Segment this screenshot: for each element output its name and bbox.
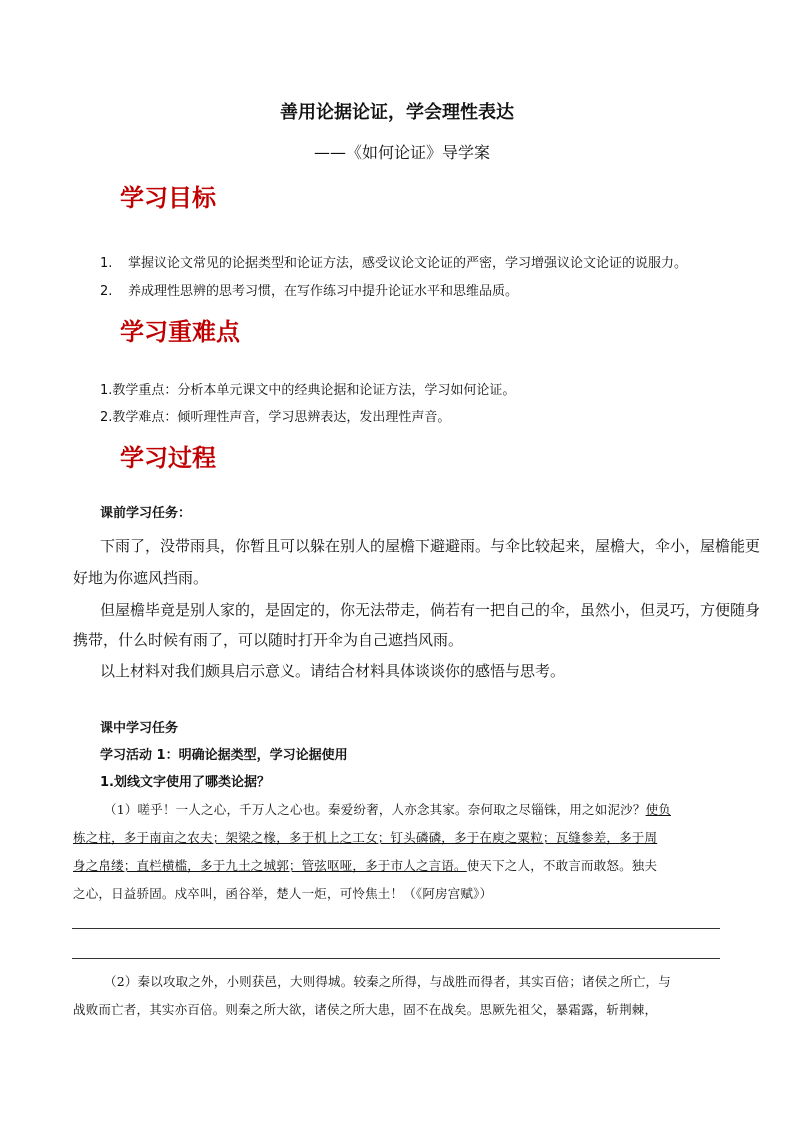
section-heading-process: 学习过程	[120, 444, 216, 472]
material-line: 携带，什么时候有雨了，可以随时打开伞为自己遮挡风雨。	[73, 631, 464, 649]
objective-text: 掌握议论文常见的论据类型和论证方法，感受议论文论证的严密，学习增强议论文论证的说服力。	[128, 256, 688, 271]
key-point-item: 1.教学重点：分析本单元课文中的经典论据和论证方法，学习如何论证。	[100, 383, 516, 398]
excerpt-line: （2）秦以攻取之外，小则获邑，大则得城。较秦之所得，与战胜而得者，其实百倍；诸侯之所亡，与	[104, 974, 671, 989]
objective-item	[100, 252, 687, 271]
objective-number: 1.	[100, 256, 113, 271]
excerpt-line	[73, 856, 657, 874]
excerpt-line: 战败而亡者，其实亦百倍。则秦之所大欲，诸侯之所大患，固不在战矣。思厥先祖父，暴霜露，斩荆棘，	[73, 1002, 658, 1017]
key-point-item: 2.教学难点：倾听理性声音，学习思辨表达，发出理性声音。	[100, 410, 451, 425]
material-line: 以上材料对我们颇具启示意义。请结合材料具体谈谈你的感悟与思考。	[100, 662, 566, 680]
section-heading-objectives: 学习目标	[120, 184, 216, 212]
excerpt-line: 之心，日益骄固。戍卒叫，函谷举，楚人一炬，可怜焦土！（《阿房宫赋》）	[73, 886, 493, 901]
excerpt-line	[104, 800, 671, 818]
question-text: 1.划线文字使用了哪类论据？	[100, 775, 270, 790]
in-class-task-label: 课中学习任务	[100, 721, 179, 736]
pre-task-label: 课前学习任务：	[100, 506, 192, 521]
objective-text: 养成理性思辨的思考习惯，在写作练习中提升论证水平和思维品质。	[128, 284, 519, 299]
material-line: 下雨了，没带雨具，你暂且可以躲在别人的屋檐下避避雨。与伞比较起来，屋檐大，伞小，屋檐能更	[100, 537, 761, 555]
excerpt-text: （1）嗟乎！一人之心，千万人之心也。秦爱纷奢，人亦念其家。奈何取之尽锱铢，用之如泥沙？	[104, 802, 646, 817]
divider-line	[72, 958, 720, 959]
underlined-text: 身之帛缕；直栏横槛，多于九土之城郭；管弦呕哑，多于市人之言语。	[73, 858, 467, 873]
activity-heading: 学习活动 1：明确论据类型，学习论据使用	[100, 748, 348, 763]
underlined-text: 栋之柱，多于南亩之农夫；架梁之椽，多于机上之工女；钉头磷磷，多于在庾之粟粒；瓦缝参差，多于周	[73, 830, 658, 845]
material-line: 但屋檐毕竟是别人家的，是固定的，你无法带走，倘若有一把自己的伞，虽然小，但灵巧，方便随身	[100, 601, 761, 619]
page-title: 善用论据论证，学会理性表达	[280, 102, 514, 123]
answer-line	[72, 928, 720, 929]
objective-number: 2.	[100, 284, 113, 299]
objective-item	[100, 280, 518, 299]
excerpt-text: 使天下之人，不敢言而敢怒。独夫	[466, 858, 658, 873]
section-heading-key-points: 学习重难点	[120, 318, 240, 346]
underlined-text: 使负	[645, 802, 671, 817]
material-line: 好地为你遮风挡雨。	[73, 569, 209, 587]
page-subtitle: ——《如何论证》导学案	[314, 143, 491, 162]
